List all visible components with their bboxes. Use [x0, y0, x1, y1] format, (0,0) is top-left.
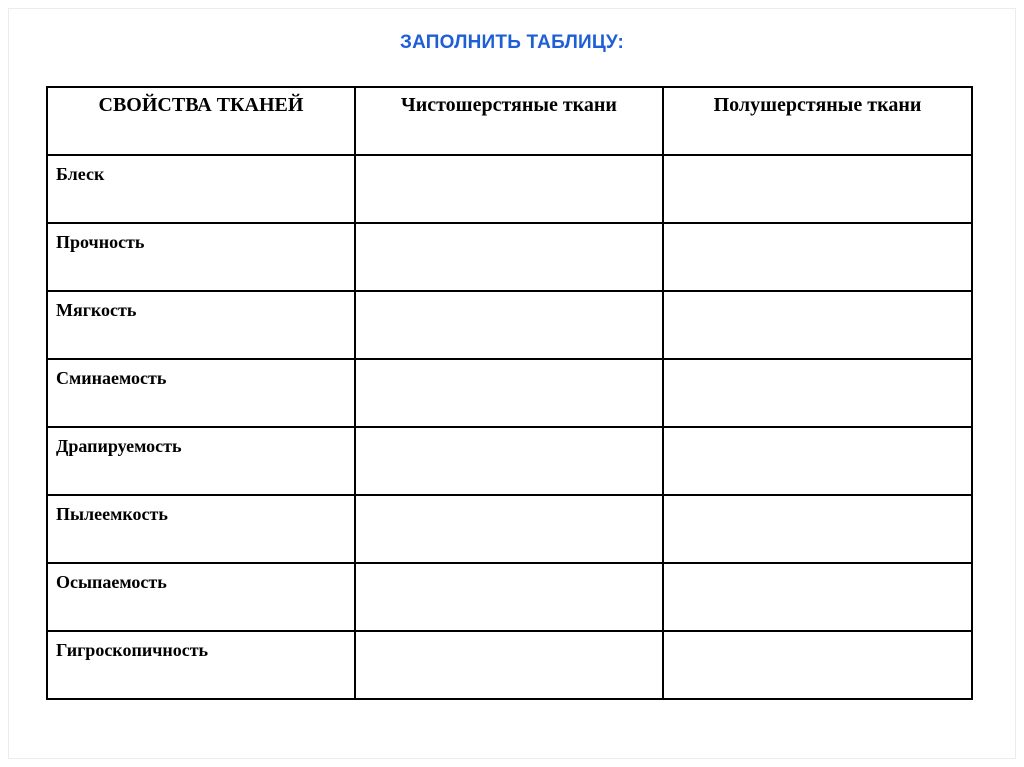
table-row [47, 223, 972, 291]
table-row [47, 291, 972, 359]
pure-wool-cell [355, 631, 663, 699]
table-row [47, 427, 972, 495]
property-name: Осыпаемость [47, 563, 355, 631]
semi-wool-cell [663, 495, 972, 563]
header-pure-wool: Чистошерстяные ткани [355, 87, 663, 155]
semi-wool-cell [663, 427, 972, 495]
pure-wool-cell [355, 563, 663, 631]
table-header-row [47, 87, 972, 155]
semi-wool-cell [663, 631, 972, 699]
property-name: Сминаемость [47, 359, 355, 427]
property-name: Блеск [47, 155, 355, 223]
property-name: Прочность [47, 223, 355, 291]
header-properties: СВОЙСТВА ТКАНЕЙ [47, 87, 355, 155]
semi-wool-cell [663, 563, 972, 631]
table-row [47, 631, 972, 699]
table-row [47, 155, 972, 223]
property-name: Пылеемкость [47, 495, 355, 563]
table-row [47, 495, 972, 563]
page-title: ЗАПОЛНИТЬ ТАБЛИЦУ: [399, 32, 625, 53]
pure-wool-cell [355, 155, 663, 223]
property-name: Гигроскопичность [47, 631, 355, 699]
properties-table [46, 86, 973, 700]
pure-wool-cell [355, 223, 663, 291]
property-name: Мягкость [47, 291, 355, 359]
semi-wool-cell [663, 155, 972, 223]
semi-wool-cell [663, 291, 972, 359]
table-row [47, 359, 972, 427]
pure-wool-cell [355, 359, 663, 427]
pure-wool-cell [355, 291, 663, 359]
table-row [47, 563, 972, 631]
semi-wool-cell [663, 223, 972, 291]
pure-wool-cell [355, 427, 663, 495]
property-name: Драпируемость [47, 427, 355, 495]
header-semi-wool: Полушерстяные ткани [663, 87, 972, 155]
semi-wool-cell [663, 359, 972, 427]
pure-wool-cell [355, 495, 663, 563]
